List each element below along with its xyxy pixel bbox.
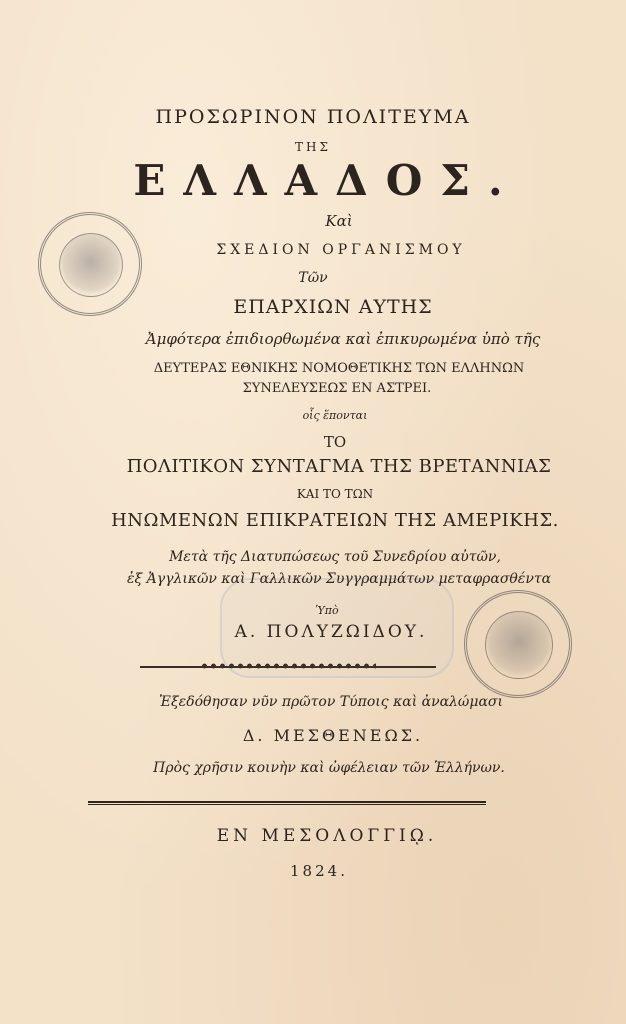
author-name: Α. ΠΟΛΥΖΩΙΔΟΥ. (234, 622, 428, 642)
double-rule-bottom (88, 804, 486, 805)
title-line-1: ΠΡΟΣΩΡΙΝΟΝ ΠΟΛΙΤΕΥΜΑ (155, 106, 471, 128)
title-line-6: Τῶν (298, 270, 328, 286)
title-line-15: ΗΝΩΜΕΝΩΝ ΕΠΙΚΡΑΤΕΙΩΝ ΤΗΣ ΑΜΕΡΙΚΗΣ. (111, 510, 559, 531)
publisher-name: Δ. ΜΕΣΘΕΝΕΩΣ. (242, 726, 424, 745)
title-line-10: ΣΥΝΕΛΕΥΣΕΩΣ ΕΝ ΑΣΤΡΕΙ. (242, 381, 432, 396)
title-line-20: Ἐξεδόθησαν νῦν πρῶτον Τύποις καὶ ἀναλώμασι (159, 694, 503, 710)
title-line-9: ΔΕΥΤΕΡΑΣ ΕΘΝΙΚΗΣ ΝΟΜΟΘΕΤΙΚΗΣ ΤΩΝ ΕΛΛΗΝΩΝ (153, 361, 525, 376)
title-line-5: ΣΧΕΔΙΟΝ ΟΡΓΑΝΙΣΜΟΥ (216, 242, 466, 258)
main-title: ΕΛΛΑΔΟΣ. (133, 156, 521, 205)
ornamental-dots (200, 661, 376, 671)
publication-year: 1824. (290, 862, 348, 880)
title-line-12: ΤΟ (323, 433, 347, 451)
title-line-7: ΕΠΑΡΧΙΩΝ ΑΥΤΗΣ (233, 296, 433, 318)
title-line-2: ΤΗΣ (295, 140, 331, 154)
title-line-13: ΠΟΛΙΤΙΚΟΝ ΣΥΝΤΑΓΜΑ ΤΗΣ ΒΡΕΤΑΝΝΙΑΣ (126, 456, 552, 477)
title-line-11: οἷς ἕπονται (302, 409, 368, 422)
place-of-publication: ΕΝ ΜΕΣΟΛΟΓΓΙῼ. (216, 826, 438, 846)
title-line-14: ΚΑΙ ΤΟ ΤΩΝ (296, 487, 374, 501)
title-line-18: Ὑπὸ (315, 604, 339, 617)
title-line-8: Ἀμφότερα ἐπιδιορθωμένα καὶ ἐπικυρωμένα ὑπὸ τῆς (145, 330, 541, 348)
double-rule-top (88, 801, 486, 803)
title-line-16: Μετὰ τῆς Διατυπώσεως τοῦ Συνεδρίου αὐτῶν, (169, 549, 501, 565)
title-line-22: Πρὸς χρῆσιν κοινὴν καὶ ὠφέλειαν τῶν Ἑλλήνων. (153, 760, 505, 776)
title-line-17: ἐξ Ἀγγλικῶν καὶ Γαλλικῶν Συγγραμμάτων μεταφρασθέντα (126, 571, 552, 587)
title-line-4: Καὶ (325, 212, 353, 230)
